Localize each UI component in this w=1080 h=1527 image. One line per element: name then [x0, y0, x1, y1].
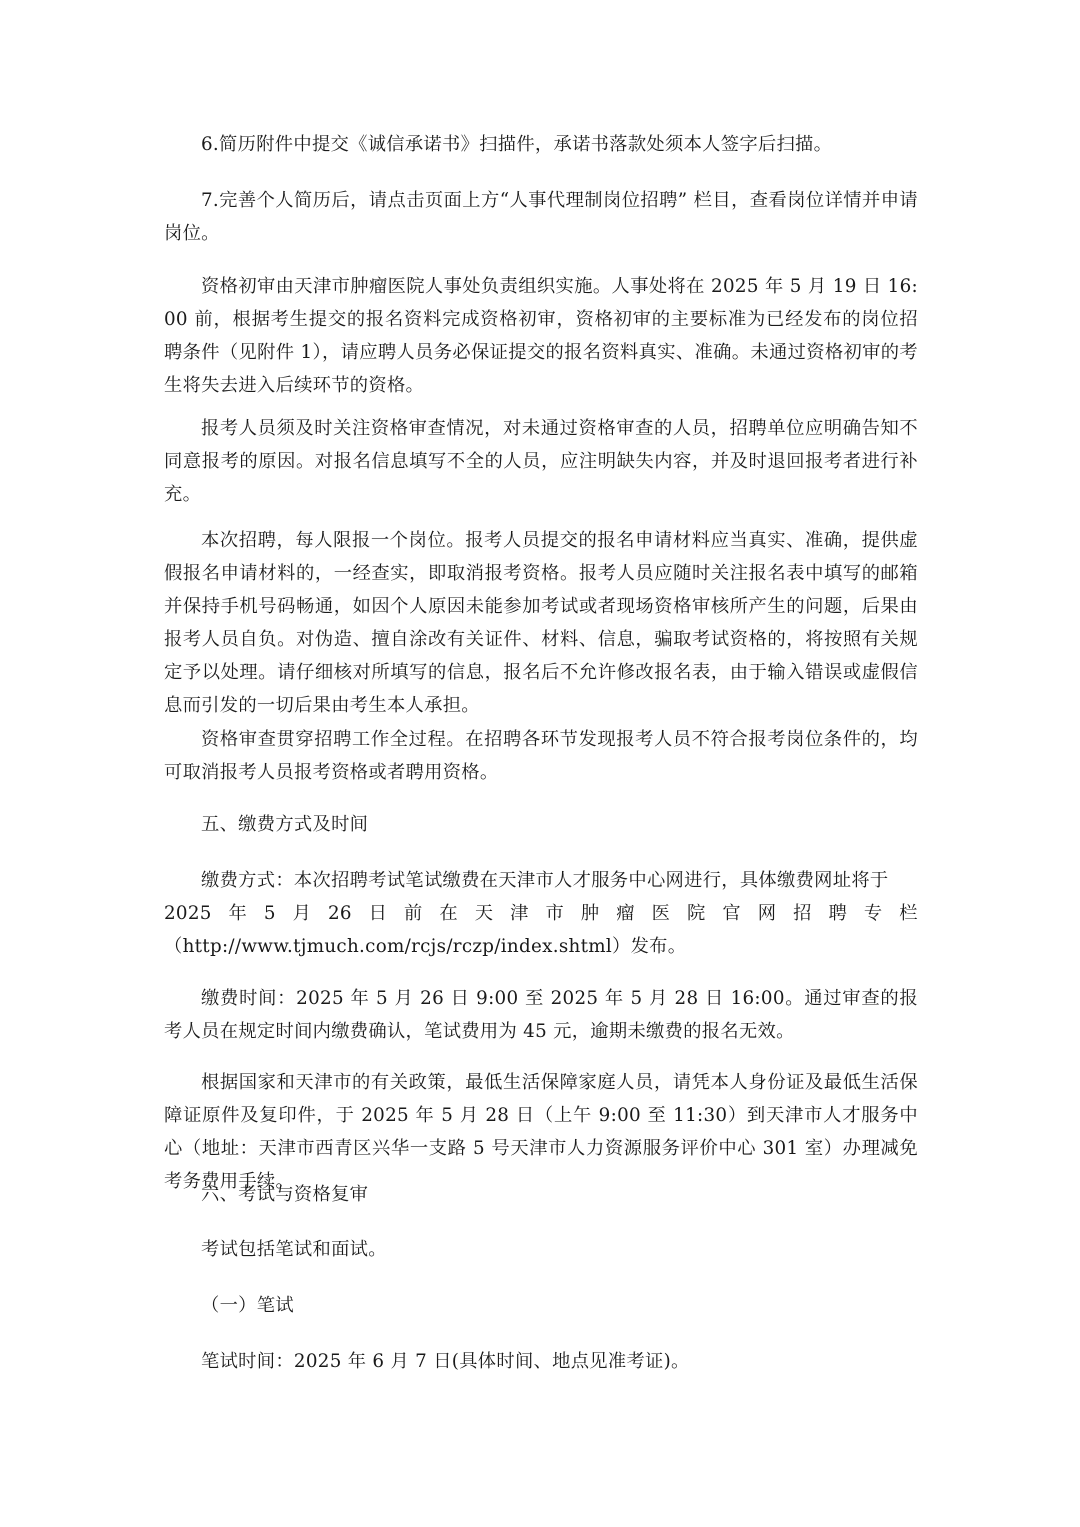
paragraph-exam-types: 考试包括笔试和面试。 [201, 1239, 387, 1260]
payment-method-line-1: 缴费方式：本次招聘考试笔试缴费在天津市人才服务中心网进行，具体缴费网址将于 [201, 870, 889, 891]
spread-token: 专 [863, 903, 883, 924]
payment-method-line-2 [164, 897, 918, 930]
paragraph-item-6: 6.简历附件中提交《诚信承诺书》扫描件，承诺书落款处须本人签字后扫描。 [201, 134, 833, 155]
paragraph-written-exam-time: 笔试时间：2025 年 6 月 7 日(具体时间、地点见准考证)。 [201, 1351, 690, 1372]
spread-token: 2025 [164, 903, 212, 924]
section-heading-5: 五、缴费方式及时间 [201, 814, 369, 835]
paragraph-payment-time: 缴费时间：2025 年 5 月 26 日 9:00 至 2025 年 5 月 28 日 16:00。通过审查的报考人员在规定时间内缴费确认，笔试费用为 45 元，逾期未缴费的报名无效。 [164, 988, 918, 1042]
spread-token: 年 [228, 903, 248, 924]
paragraph-item-7: 7.完善个人简历后，请点击页面上方“人事代理制岗位招聘” 栏目，查看岗位详情并申请岗位。 [164, 190, 918, 244]
spread-token: 招 [793, 903, 812, 924]
subsection-heading-written-exam: （一）笔试 [201, 1295, 294, 1316]
spread-token: 日 [368, 903, 388, 924]
section-heading-6: 六、考试与资格复审 [201, 1184, 369, 1205]
spread-token: 月 [292, 903, 312, 924]
spread-token: 院 [687, 903, 706, 924]
spread-token: 天 [474, 903, 494, 924]
paragraph-initial-review: 资格初审由天津市肿瘤医院人事处负责组织实施。人事处将在 2025 年 5 月 19 日 16:00 前，根据考生提交的报名资料完成资格初审，资格初审的主要标准为已经发布的岗位招聘条件（见附件 1），请应聘人员务必保证提交的报名资料真实、准确。未通过资格初审的考生将失去进入后续环节的资格。 [164, 276, 918, 396]
paragraph-review-process: 资格审查贯穿招聘工作全过程。在招聘各环节发现报考人员不符合报考岗位条件的，均可取消报考人员报考资格或者聘用资格。 [164, 729, 918, 783]
spread-token: 津 [510, 903, 529, 924]
paragraph-review-notice: 报考人员须及时关注资格审查情况，对未通过资格审查的人员，招聘单位应明确告知不同意报考的原因。对报名信息填写不全的人员，应注明缺失内容，并及时退回报考者进行补充。 [164, 418, 918, 505]
spread-token: 医 [651, 903, 671, 924]
spread-token: 栏 [899, 903, 918, 924]
spread-token: 市 [545, 903, 565, 924]
spread-token: 26 [327, 903, 352, 924]
paragraph-fee-waiver: 根据国家和天津市的有关政策，最低生活保障家庭人员，请凭本人身份证及最低生活保障证原件及复印件，于 2025 年 5 月 28 日（上午 9:00 至 11:30）到天津市人才服务中心（地址：天津市西青区兴华一支路 5 号天津市人力资源服务评价中心 301 室）办理减免考务费用手续。 [164, 1072, 918, 1192]
spread-token: 瘤 [616, 903, 635, 924]
spread-token: 官 [722, 903, 741, 924]
paragraph-application-rules: 本次招聘，每人限报一个岗位。报考人员提交的报名申请材料应当真实、准确，提供虚假报名申请材料的，一经查实，即取消报考资格。报考人员应随时关注报名表中填写的邮箱并保持手机号码畅通，如因个人原因未能参加考试或者现场资格审核所产生的问题，后果由报考人员自负。对伪造、擅自涂改有关证件、材料、信息，骗取考试资格的，将按照有关规定予以处理。请仔细核对所填写的信息，报名后不允许修改报名表，由于输入错误或虚假信息而引发的一切后果由考生本人承担。 [164, 530, 918, 716]
spread-token: 前 [404, 903, 423, 924]
spread-token: 5 [263, 903, 276, 924]
payment-method-line-3: （http://www.tjmuch.com/rcjs/rczp/index.shtml）发布。 [164, 936, 687, 957]
spread-token: 网 [757, 903, 777, 924]
spread-token: 聘 [828, 903, 848, 924]
spread-token: 在 [439, 903, 458, 924]
spread-token: 肿 [580, 903, 600, 924]
